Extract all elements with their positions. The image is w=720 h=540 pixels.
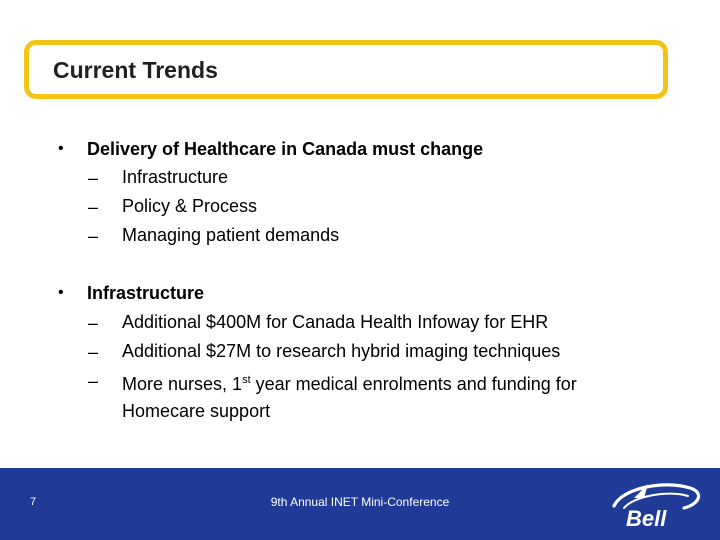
bullet-2-text: Infrastructure — [87, 283, 205, 303]
dash-marker: – — [88, 371, 99, 391]
bullet-marker: • — [58, 284, 64, 301]
bullet-1-text: Delivery of Healthcare in Canada must change — [87, 139, 484, 159]
bullet-1-sub-1: Infrastructure — [122, 167, 229, 187]
sub-3-part-2: year medical enrolments and funding for Homecare support — [122, 374, 577, 421]
sub-3-part-1: More nurses, 1 — [122, 374, 243, 394]
dash-marker: – — [88, 197, 99, 217]
bullet-2-sub-2: Additional $27M to research hybrid imaging techniques — [122, 341, 561, 361]
bullet-1-sub-3: Managing patient demands — [122, 225, 340, 245]
dash-marker: – — [88, 168, 99, 188]
bullet-1-sub-2: Policy & Process — [122, 196, 258, 216]
dash-marker: – — [88, 342, 99, 362]
bullet-2-sub-1: Additional $400M for Canada Health Infoway for EHR — [122, 312, 549, 332]
slide-title: Current Trends — [53, 57, 218, 83]
dash-marker: – — [88, 226, 99, 246]
title-box — [24, 40, 668, 99]
footer-bar — [0, 468, 720, 540]
superscript: st — [242, 374, 251, 386]
conference-name: 9th Annual INET Mini-Conference — [270, 495, 450, 509]
bell-logo-icon — [604, 478, 712, 530]
dash-marker: – — [88, 313, 99, 333]
logo-text: Bell — [626, 506, 667, 530]
bullet-marker: • — [58, 140, 64, 157]
bullet-2-sub-3 — [122, 367, 662, 425]
slide-number: 7 — [30, 496, 37, 508]
